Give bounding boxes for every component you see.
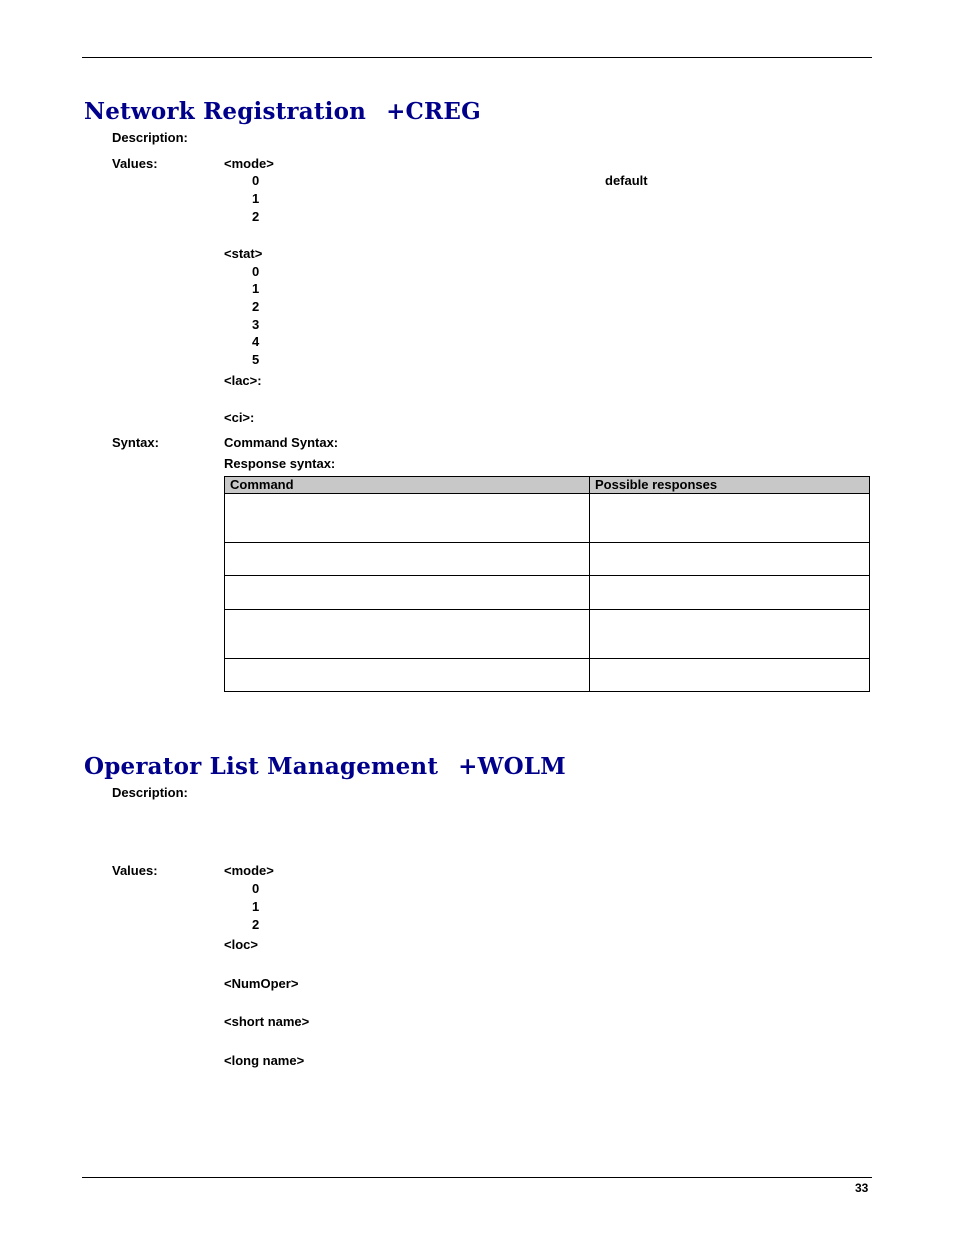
short-name-param-label: <short name> (224, 1014, 310, 1029)
section-command: +WOLM (458, 753, 566, 780)
table-row (225, 659, 870, 692)
loc-param-label: <loc> (224, 937, 258, 952)
mode-value-item: 0 (252, 881, 260, 896)
table-cell (225, 543, 590, 576)
stat-value-item: 4 (252, 334, 260, 349)
table-cell (225, 610, 590, 659)
mode-value-item: 1 (252, 191, 260, 206)
footer-rule (82, 1177, 872, 1178)
values-label: Values: (112, 863, 158, 878)
table-cell (590, 610, 870, 659)
description-label: Description: (112, 130, 188, 145)
mode-value-item: 0 (252, 173, 260, 188)
response-syntax-label: Response syntax: (224, 456, 336, 471)
mode-value-item: 1 (252, 899, 260, 914)
table-cell (225, 494, 590, 543)
default-note: default (605, 173, 648, 188)
header-rule (82, 57, 872, 58)
table-row (225, 494, 870, 543)
section-command: +CREG (386, 98, 481, 125)
command-response-table (224, 476, 870, 692)
stat-param-label: <stat> (224, 246, 263, 261)
section-title-creg (84, 98, 481, 125)
table-row (225, 610, 870, 659)
mode-param-label: <mode> (224, 156, 274, 171)
table-cell (225, 576, 590, 610)
table-row (225, 543, 870, 576)
table-header-row (225, 477, 870, 494)
table-row (225, 576, 870, 610)
command-syntax-label: Command Syntax: (224, 435, 339, 450)
long-name-param-label: <long name> (224, 1053, 305, 1068)
numoper-param-label: <NumOper> (224, 976, 299, 991)
stat-value-item: 2 (252, 299, 260, 314)
stat-value-item: 5 (252, 352, 260, 367)
mode-param-label: <mode> (224, 863, 274, 878)
lac-param-label: <lac>: (224, 373, 262, 388)
table-cell (590, 494, 870, 543)
table-cell (590, 576, 870, 610)
mode-value-item: 2 (252, 917, 260, 932)
stat-value-item: 0 (252, 264, 260, 279)
table-cell (590, 543, 870, 576)
table-cell (590, 659, 870, 692)
mode-value-item: 2 (252, 209, 260, 224)
section-title-text: Network Registration (84, 98, 367, 125)
table-cell (225, 659, 590, 692)
ci-param-label: <ci>: (224, 410, 255, 425)
table-header-responses: Possible responses (590, 477, 870, 494)
page-number: 33 (855, 1181, 869, 1195)
values-label: Values: (112, 156, 158, 171)
stat-value-item: 1 (252, 281, 260, 296)
section-title-text: Operator List Management (84, 753, 439, 780)
section-title-wolm (84, 753, 566, 780)
table-header-command: Command (225, 477, 590, 494)
description-label: Description: (112, 785, 188, 800)
stat-value-item: 3 (252, 317, 260, 332)
syntax-label: Syntax: (112, 435, 159, 450)
